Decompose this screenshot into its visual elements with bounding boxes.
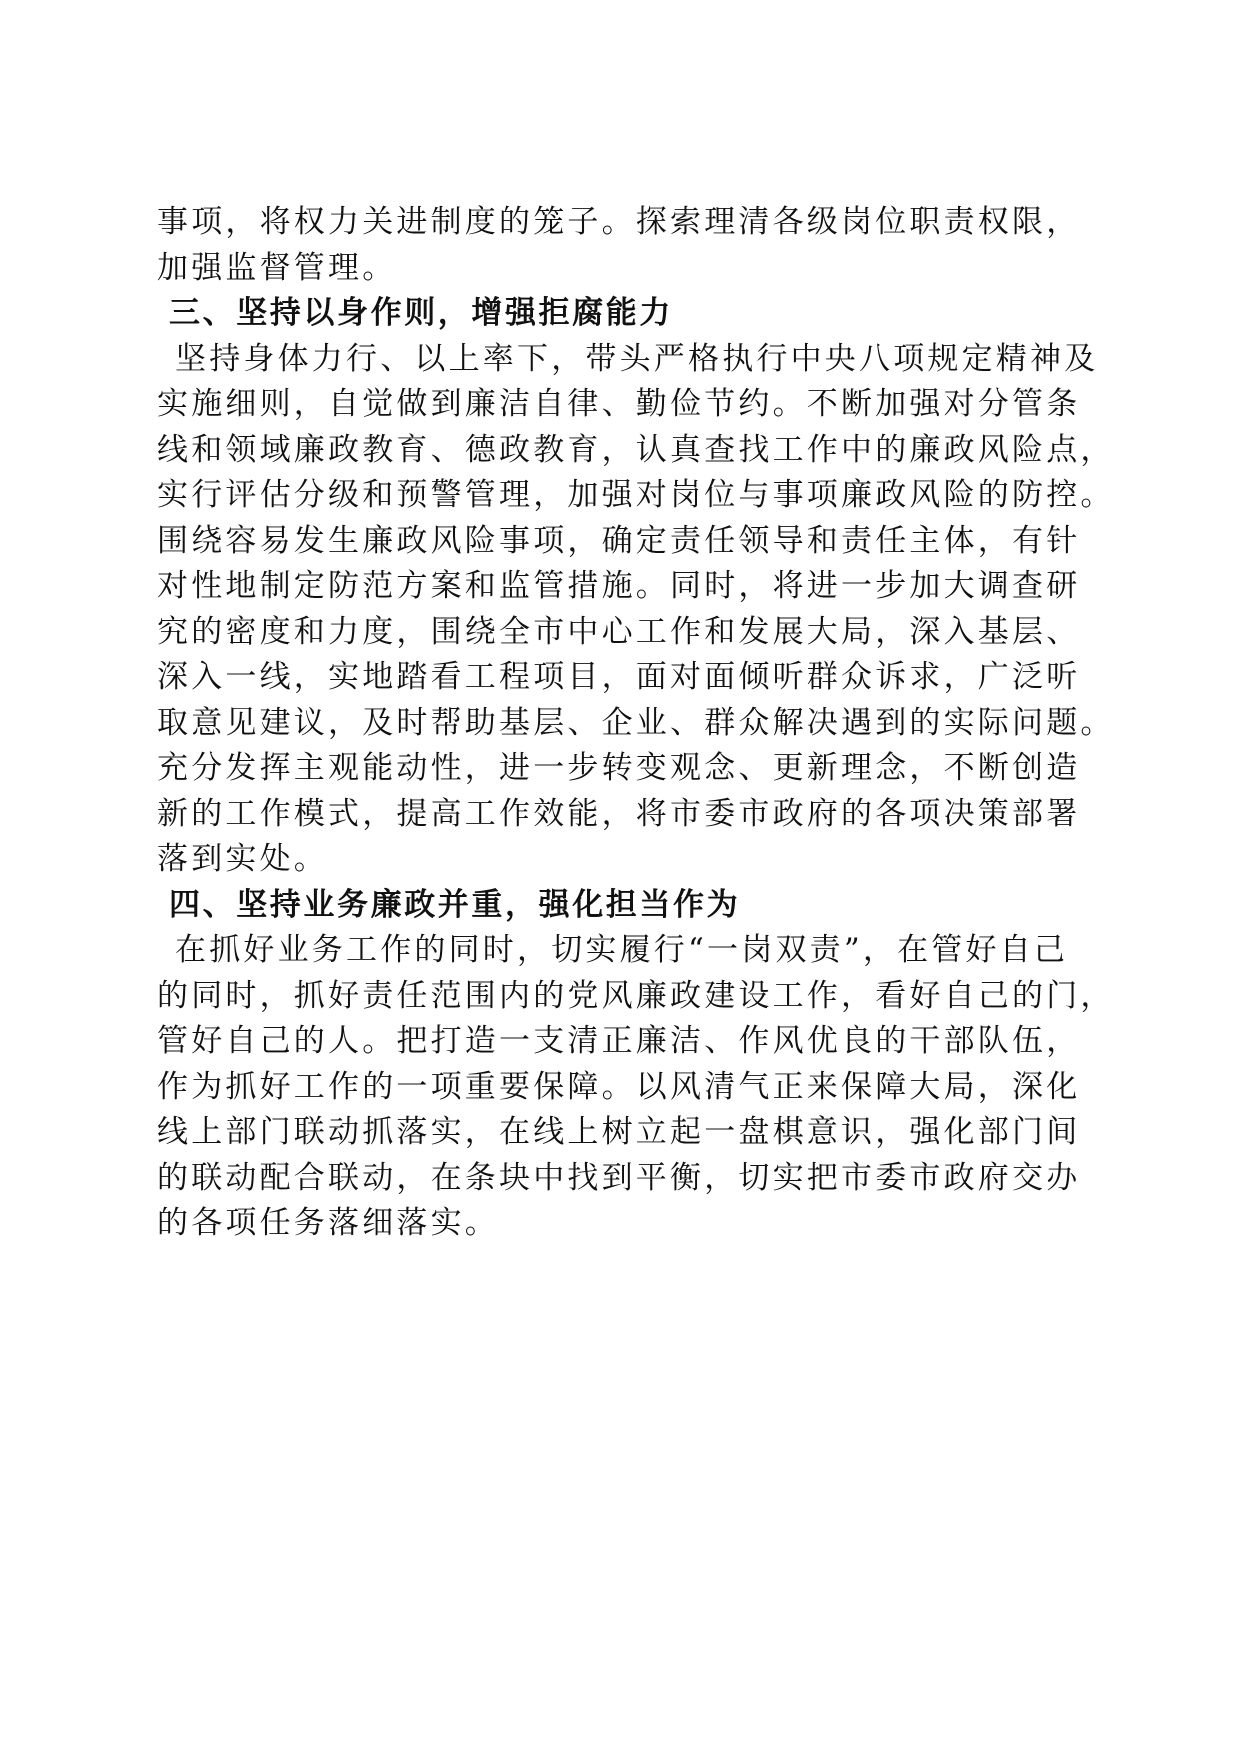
paragraph-line: 取意见建议，及时帮助基层、企业、群众解决遇到的实际问题。 (157, 704, 1115, 741)
paragraph-line: 作为抓好工作的一项重要保障。以风清气正来保障大局，深化 (157, 1068, 1081, 1105)
paragraph-line: 的同时，抓好责任范围内的党风廉政建设工作，看好自己的门， (157, 977, 1115, 1014)
paragraph-line: 实施细则，自觉做到廉洁自律、勤俭节约。不断加强对分管条 (157, 386, 1081, 422)
paragraph-line: 线上部门联动抓落实，在线上树立起一盘棋意识，强化部门间 (157, 1114, 1081, 1150)
paragraph-line: 线和领域廉政教育、德政教育，认真查找工作中的廉政风险点， (157, 431, 1115, 468)
paragraph-line: 究的密度和力度，围绕全市中心工作和发展大局，深入基层、 (157, 613, 1081, 650)
paragraph-line: 围绕容易发生廉政风险事项，确定责任领导和责任主体，有针 (157, 522, 1081, 559)
document-body (157, 200, 1115, 1247)
paragraph-line: 对性地制定防范方案和监管措施。同时，将进一步加大调查研 (157, 568, 1081, 604)
paragraph-line: 管好自己的人。把打造一支清正廉洁、作风优良的干部队伍， (157, 1023, 1081, 1059)
paragraph-line: 新的工作模式，提高工作效能，将市委市政府的各项决策部署 (157, 795, 1081, 832)
paragraph-line: 的联动配合联动，在条块中找到平衡，切实把市委市政府交办 (157, 1159, 1081, 1196)
section-4-heading: 四、坚持业务廉政并重，强化担当作为 (169, 886, 741, 923)
intro-line: 事项，将权力关进制度的笼子。探索理清各级岗位职责权限， (157, 204, 1081, 240)
section-3-heading: 三、坚持以身作则，增强拒腐能力 (169, 295, 673, 331)
paragraph-line: 实行评估分级和预警管理，加强对岗位与事项廉政风险的防控。 (157, 477, 1115, 513)
paragraph-line: 深入一线，实地踏看工程项目，面对面倾听群众诉求，广泛听 (157, 659, 1081, 695)
paragraph-line: 充分发挥主观能动性，进一步转变观念、更新理念，不断创造 (157, 750, 1081, 786)
paragraph-line: 在抓好业务工作的同时，切实履行“一岗双责”，在管好自己 (175, 932, 1069, 968)
paragraph-line: 的各项任务落细落实。 (157, 1205, 499, 1241)
paragraph-line: 坚持身体力行、以上率下，带头严格执行中央八项规定精神及 (175, 340, 1099, 377)
intro-line: 加强监督管理。 (157, 249, 397, 286)
paragraph-line: 落到实处。 (157, 841, 328, 877)
